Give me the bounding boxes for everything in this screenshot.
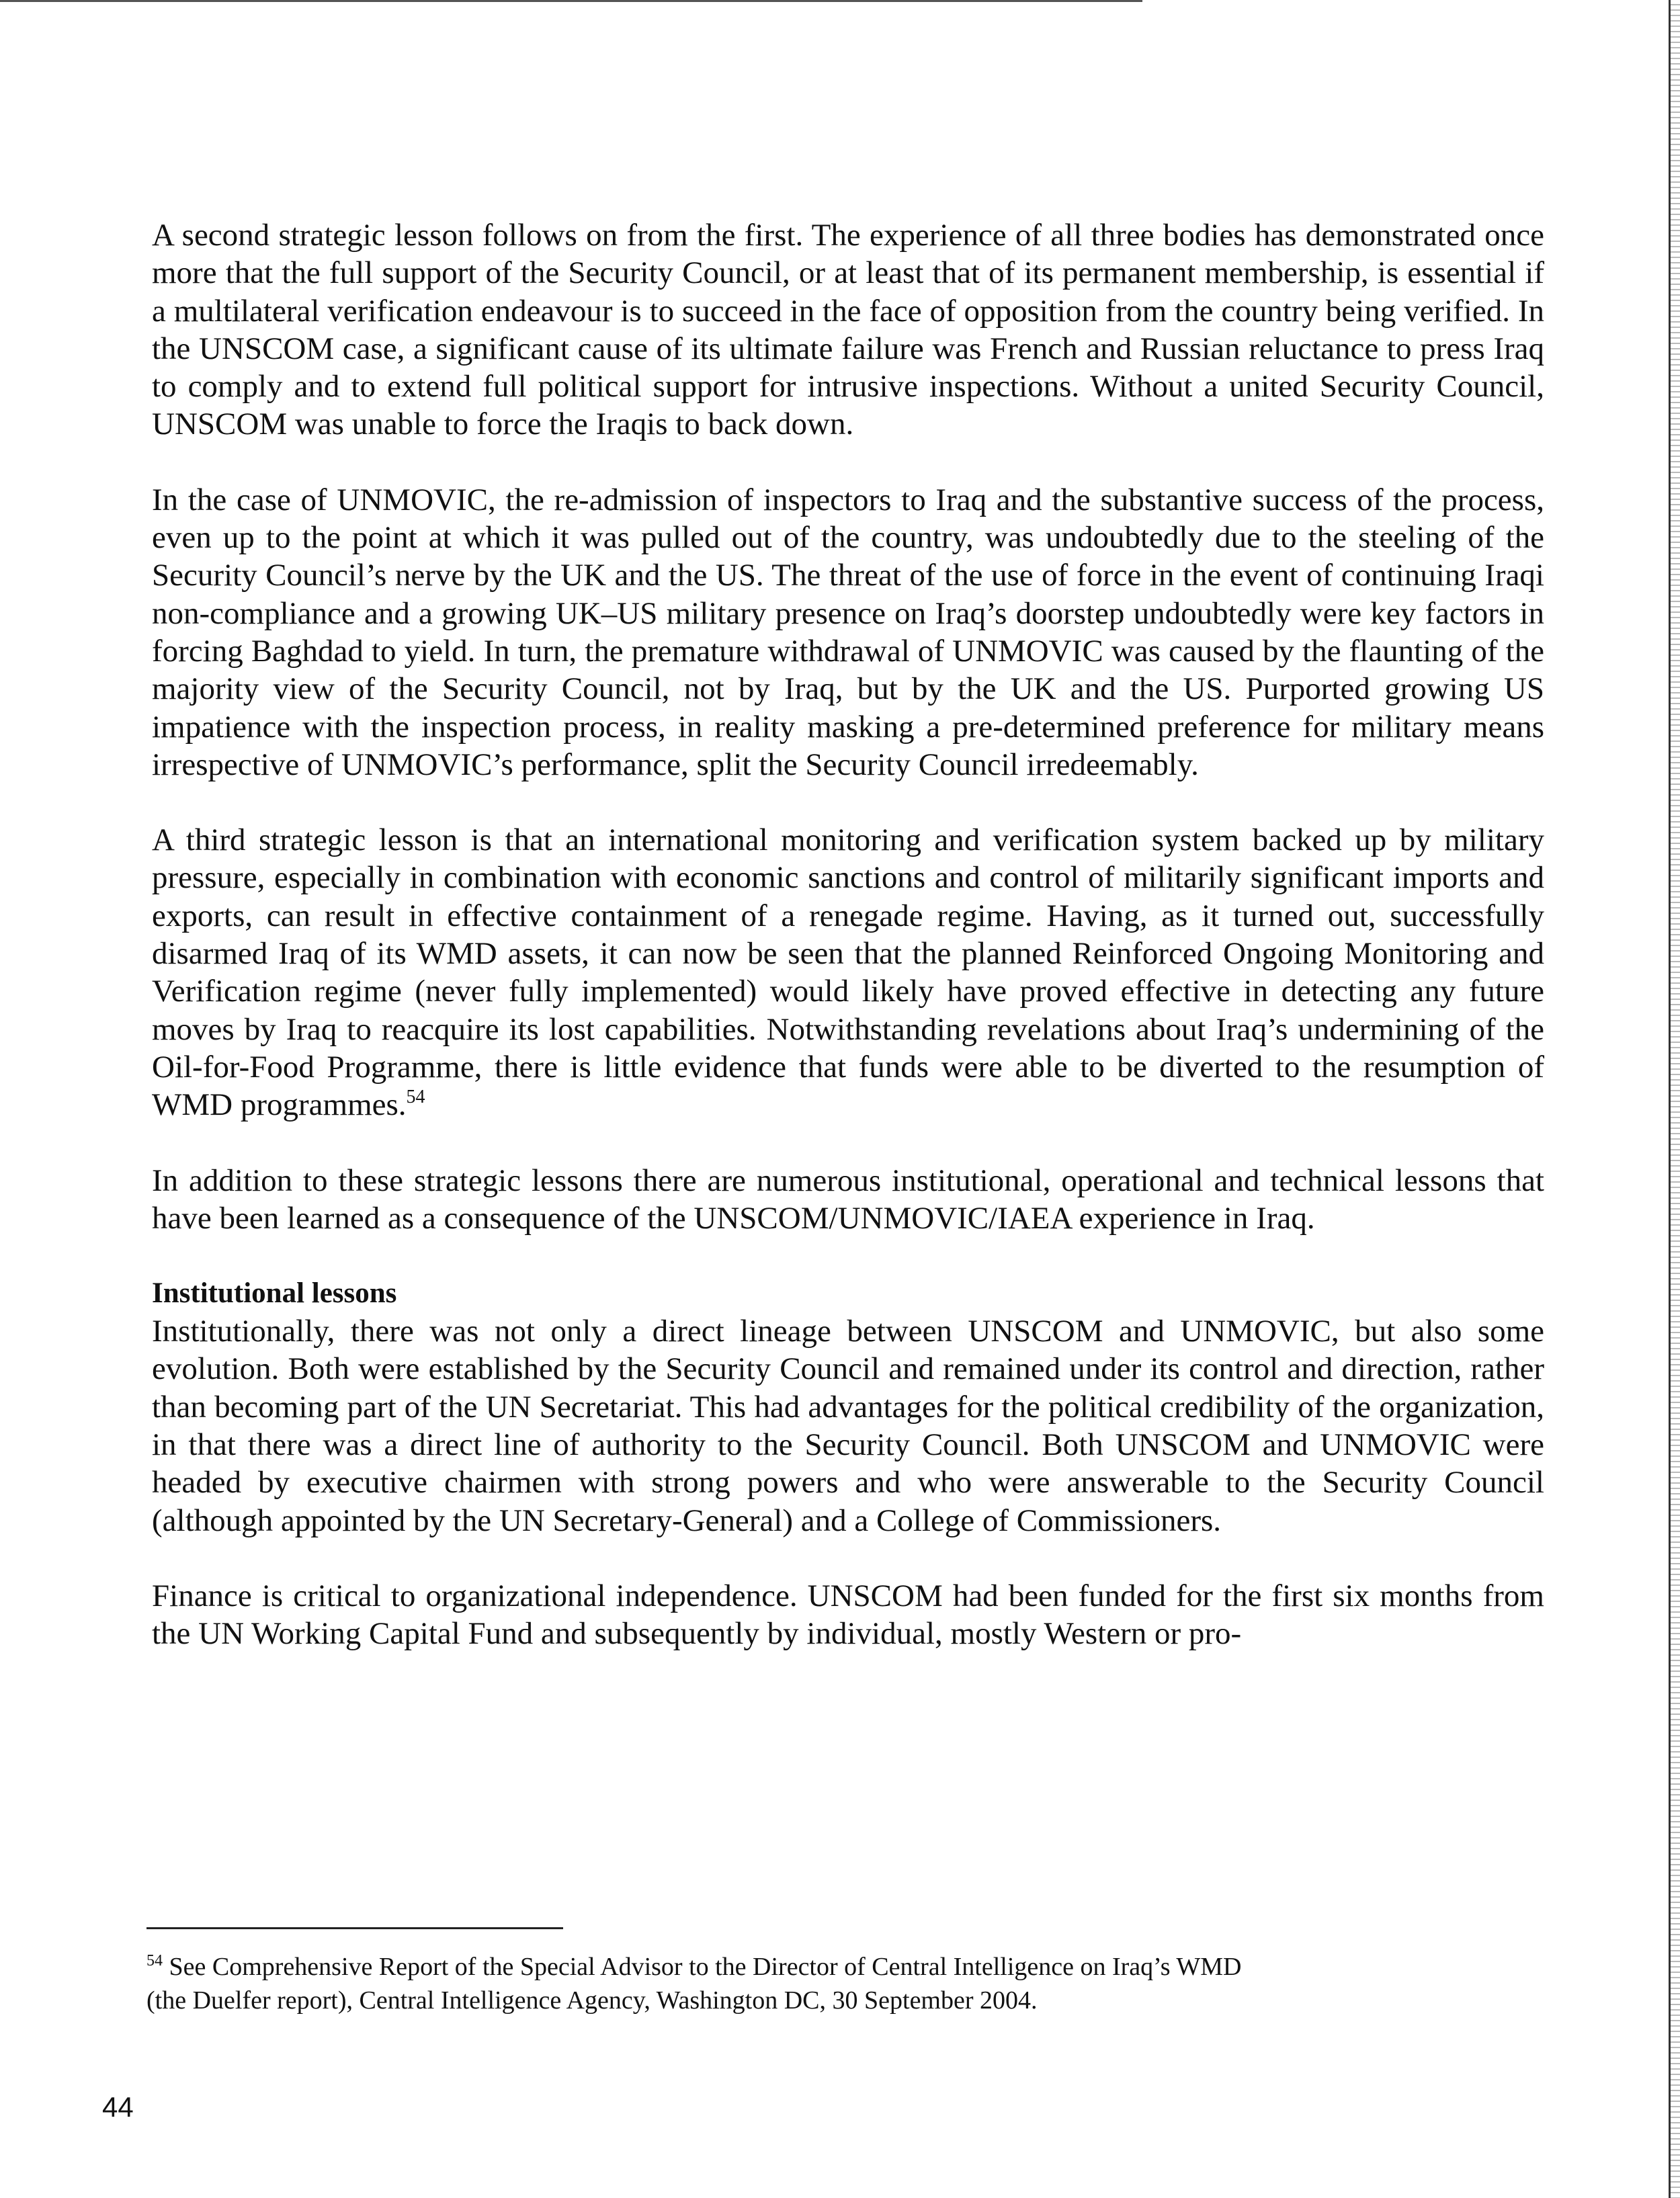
paragraph-institutional: Institutionally, there was not only a direct lineage between UNSCOM and UNMOVIC, but also some evolution. Both were established by the Security Council and remained under its control and direction, rather than becoming part of the UN Secretariat. This had advantages for the political credibility of the organization, in that there was a direct line of authority to the Security Council. Both UNSCOM and UNMOVIC were headed by executive chairmen with strong powers and who were answerable to the Security Council (although appointed by the UN Secretary-General) and a College of Commissioners. <box>152 1314 1544 1538</box>
paragraph-finance: Finance is critical to organizational independence. UNSCOM had been funded for the first six months from the UN Working Capital Fund and subsequently by individual, mostly Western or pro- <box>152 1578 1544 1652</box>
paragraph-third-text: A third strategic lesson is that an international monitoring and verification system backed up by military pressure, especially in combination with economic sanctions and control of militarily significant imports and exports, can result in effective containment of a renegade regime. Having, as it turned out, successfully disarmed Iraq of its WMD assets, it can now be seen that the planned Reinforced Ongoing Monitoring and Verification regime (never fully implemented) would likely have proved effective in detecting any future moves by Iraq to reacquire its lost capabilities. Notwithstanding revelations about Iraq’s undermining of the Oil-for-Food Programme, there is little evidence that funds were able to be diverted to the resumption of WMD programmes. <box>152 822 1544 1123</box>
footnote-text-1: See Comprehensive Report of the Special Advisor to the Director of Central Intelligence on Iraq’s WMD <box>169 1953 1242 1981</box>
paragraph-unmovic-case: In the case of UNMOVIC, the re-admission of inspectors to Iraq and the substantive success of the process, even up to the point at which it was pulled out of the country, was undoubtedly due to the steeling of the Security Council’s nerve by the UK and the US. The threat of the use of force in the event of continuing Iraqi non-compliance and a growing UK–US military presence on Iraq’s doorstep undoubtedly were key factors in forcing Baghdad to yield. In turn, the premature withdrawal of UNMOVIC was caused by the flaunting of the majority view of the Security Council, not by Iraq, but by the UK and the US. Purported growing US impatience with the inspection process, in reality masking a pre-determined preference for military means irrespective of UNMOVIC’s performance, split the Security Council irredeemably. <box>152 482 1544 782</box>
paragraph-second-strategic-lesson: A second strategic lesson follows on from the first. The experience of all three bodies has demonstrated once more that the full support of the Security Council, or at least that of its permanent membership, is essential if a multilateral verification endeavour is to succeed in the face of opposition from the country being verified. In the UNSCOM case, a significant cause of its ultimate failure was French and Russian reluctance to press Iraq to comply and to extend full political support for intrusive inspections. Without a united Security Council, UNSCOM was unable to force the Iraqis to back down. <box>152 218 1544 442</box>
page-edge-border <box>1669 0 1680 2198</box>
footnote-divider <box>146 1927 563 1929</box>
section-heading-institutional-lessons: Institutional lessons <box>152 1277 397 1310</box>
footnote-number: 54 <box>146 1952 163 1970</box>
page-body <box>152 216 1544 1653</box>
footnote-reference: 54 <box>406 1087 425 1108</box>
footnote-line-2: (the Duelfer report), Central Intelligence Agency, Washington DC, 30 September 2004. <box>146 1986 1038 2015</box>
top-scan-rule <box>0 0 1142 2</box>
page-number: 44 <box>102 2091 134 2123</box>
footnote-line-1 <box>146 1950 1423 1984</box>
footnote <box>146 1950 1423 2017</box>
paragraph-additional-lessons: In addition to these strategic lessons there are numerous institutional, operational and technical lessons that have been learned as a consequence of the UNSCOM/UNMOVIC/IAEA experience in Iraq. <box>152 1163 1544 1236</box>
paragraph-third-strategic-lesson <box>152 821 1544 1124</box>
